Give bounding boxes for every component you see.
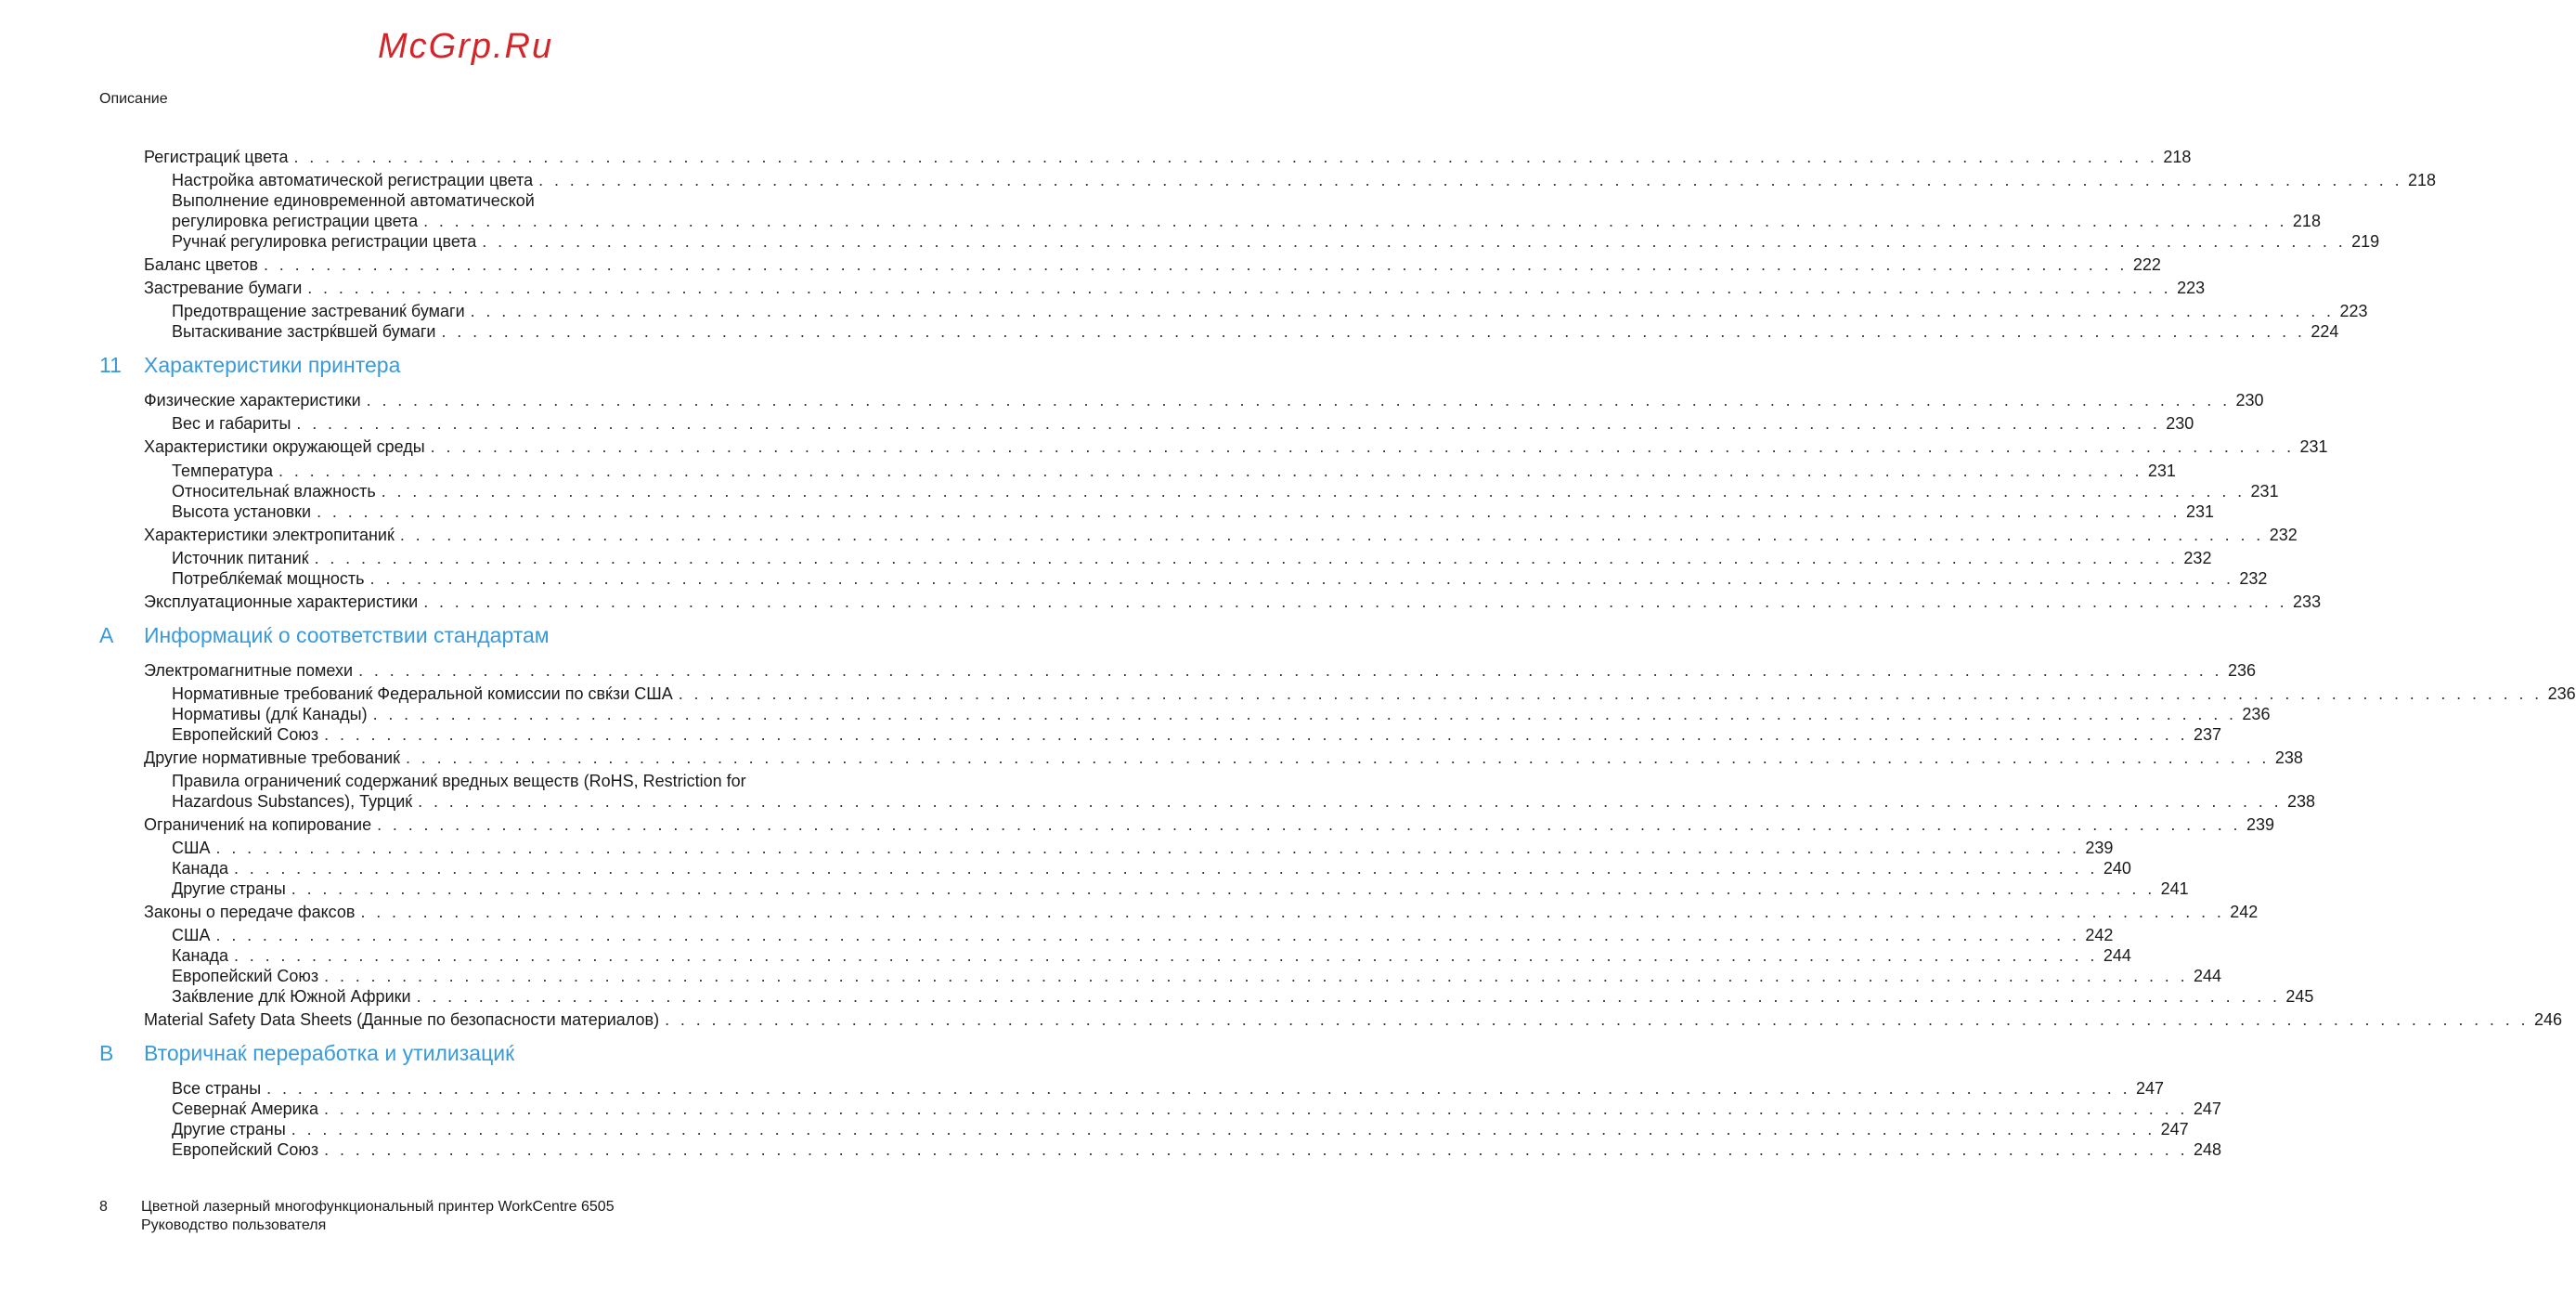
toc-entry[interactable] (144, 814, 2274, 835)
entry-title: Вытаскивание застрќвшей бумаги (172, 322, 436, 341)
toc-entry[interactable] (172, 1078, 2165, 1099)
entry-page-number: 245 (2285, 987, 2314, 1006)
dot-leader: . . . . . . . . . . . . . . . . . . . . . . . . . . . . . . . . . . . . . . . . . . . . . . . . . . . . . . . . . . . . . . . . . . . . . . . . . . . . . . . . . . . . . . . . . . . . . . . . . . . . . . . . . . . . . . . . . . . . . . . . (324, 967, 2188, 985)
toc-entry[interactable] (172, 170, 2437, 190)
toc-entry[interactable] (172, 501, 2214, 522)
entry-page-number: 238 (2274, 748, 2303, 767)
toc-entry[interactable] (172, 791, 2316, 812)
entry-page-number: 231 (2299, 437, 2328, 456)
entry-title: Настройка автоматической регистрации цвета (172, 171, 534, 189)
chapter-number: A (99, 623, 114, 647)
entry-title: Застревание бумаги (144, 279, 303, 297)
dot-leader: . . . . . . . . . . . . . . . . . . . . . . . . . . . . . . . . . . . . . . . . . . . . . . . . . . . . . . . . . . . . . . . . . . . . . . . . . . . . . . . . . . . . . . . . . . . . . . . . . . . . . . . . . . . . . . . . . . . . . . . . (358, 661, 2222, 680)
entry-title: Потреблќемаќ мощность (172, 569, 365, 588)
entry-title: Заќвление длќ Южной Африки (172, 987, 411, 1006)
dot-leader: . . . . . . . . . . . . . . . . . . . . . . . . . . . . . . . . . . . . . . . . . . . . . . . . . . . . . . . . . . . . . . . . . . . . . . . . . . . . . . . . . . . . . . . . . . . . . . . . . . . . . . . . . . . . . . . . . . . . . . . . (470, 302, 2335, 320)
dot-leader: . . . . . . . . . . . . . . . . . . . . . . . . . . . . . . . . . . . . . . . . . . . . . . . . . . . . . . . . . . . . . . . . . . . . . . . . . . . . . . . . . . . . . . . . . . . . . . . . . . . . . . . . . . . . . . . . . . . . . . . . (215, 839, 2080, 857)
toc-entry[interactable] (172, 1099, 2221, 1119)
toc-entry[interactable] (172, 211, 2321, 231)
entry-page-number: 230 (2166, 414, 2194, 433)
dot-leader: . . . . . . . . . . . . . . . . . . . . . . . . . . . . . . . . . . . . . . . . . . . . . . . . . . . . . . . . . . . . . . . . . . . . . . . . . . . . . . . . . . . . . . . . . . . . . . . . . . . . . . . . . . . . . . . . . . . . . . . . (405, 748, 2270, 767)
dot-leader: . . . . . . . . . . . . . . . . . . . . . . . . . . . . . . . . . . . . . . . . . . . . . . . . . . . . . . . . . . . . . . . . . . . . . . . . . . . . . . . . . . . . . . . . . . . . . . . . . . . . . . . . . . . . . . . . . . . . . . . . (307, 279, 2172, 297)
dot-leader: . . . . . . . . . . . . . . . . . . . . . . . . . . . . . . . . . . . . . . . . . . . . . . . . . . . . . . . . . . . . . . . . . . . . . . . . . . . . . . . . . . . . . . . . . . . . . . . . . . . . . . . . . . . . . . . . . . . . . . . . (416, 987, 2281, 1006)
toc-entry[interactable] (144, 748, 2303, 768)
toc-entry[interactable] (172, 481, 2279, 501)
entry-page-number: 247 (2193, 1099, 2221, 1118)
entry-title: Источник питаниќ (172, 549, 309, 567)
entry-title: Выполнение единовременной автоматической (172, 191, 535, 210)
entry-page-number: 236 (2242, 705, 2271, 723)
dot-leader: . . . . . . . . . . . . . . . . . . . . . . . . . . . . . . . . . . . . . . . . . . . . . . . . . . . . . . . . . . . . . . . . . . . . . . . . . . . . . . . . . . . . . . . . . . . . . . . . . . . . . . . . . . . . . . . . . . . . . . . . (317, 502, 2181, 521)
entry-page-number: 248 (2194, 1140, 2222, 1159)
toc-entry[interactable] (144, 1009, 2562, 1030)
entry-title: США (172, 926, 211, 944)
entry-title: Другие нормативные требованиќ (144, 748, 400, 767)
entry-title: Предотвращение застреваниќ бумаги (172, 302, 465, 320)
entry-title: Ручнаќ регулировка регистрации цвета (172, 232, 477, 251)
entry-page-number: 232 (2183, 549, 2212, 567)
dot-leader: . . . . . . . . . . . . . . . . . . . . . . . . . . . . . . . . . . . . . . . . . . . . . . . . . . . . . . . . . . . . . . . . . . . . . . . . . . . . . . . . . . . . . . . . . . . . . . . . . . . . . . . . . . . . . . . . . . . . . . . . (441, 322, 2306, 341)
entry-title: Температура (172, 462, 274, 480)
entry-title: регулировка регистрации цвета (172, 212, 419, 230)
entry-page-number: 247 (2160, 1120, 2189, 1138)
dot-leader: . . . . . . . . . . . . . . . . . . . . . . . . . . . . . . . . . . . . . . . . . . . . . . . . . . . . . . . . . . . . . . . . . . . . . . . . . . . . . . . . . . . . . . . . . . . . . . . . . . . . . . . . . . . . . . . . . . . . . . . . (381, 482, 2246, 501)
dot-leader: . . . . . . . . . . . . . . . . . . . . . . . . . . . . . . . . . . . . . . . . . . . . . . . . . . . . . . . . . . . . . . . . . . . . . . . . . . . . . . . . . . . . . . . . . . . . . . . . . . . . . . . . . . . . . . . . . . . . . . . . (538, 171, 2402, 189)
toc-entry[interactable] (172, 878, 2189, 899)
dot-leader: . . . . . . . . . . . . . . . . . . . . . . . . . . . . . . . . . . . . . . . . . . . . . . . . . . . . . . . . . . . . . . . . . . . . . . . . . . . . . . . . . . . . . . . . . . . . . . . . . . . . . . . . . . . . . . . . . . . . . . . . (233, 859, 2098, 878)
toc-entry[interactable] (172, 190, 535, 211)
toc-entry[interactable] (172, 986, 2314, 1007)
toc-entry[interactable] (172, 966, 2222, 986)
entry-title: Канада (172, 859, 228, 878)
entry-title: Характеристики электропитаниќ (144, 526, 395, 544)
toc-entry[interactable] (172, 858, 2131, 878)
entry-page-number: 231 (2147, 462, 2176, 480)
entry-page-number: 231 (2250, 482, 2279, 501)
entry-title: Нормативы (длќ Канады) (172, 705, 368, 723)
entry-page-number: 240 (2103, 859, 2131, 878)
entry-title: Material Safety Data Sheets (Данные по безопасности материалов) (144, 1010, 660, 1029)
entry-page-number: 247 (2136, 1079, 2165, 1098)
dot-leader: . . . . . . . . . . . . . . . . . . . . . . . . . . . . . . . . . . . . . . . . . . . . . . . . . . . . . . . . . . . . . . . . . . . . . . . . . . . . . . . . . . . . . . . . . . . . . . . . . . . . . . . . . . . . . . . . . . . . . . . . (399, 526, 2264, 544)
entry-page-number: 223 (2177, 279, 2206, 297)
toc-entry[interactable] (172, 321, 2339, 342)
dot-leader: . . . . . . . . . . . . . . . . . . . . . . . . . . . . . . . . . . . . . . . . . . . . . . . . . . . . . . . . . . . . . . . . . . . . . . . . . . . . . . . . . . . . . . . . . . . . . . . . . . . . . . . . . . . . . . . . . . . . . . . . (278, 462, 2142, 480)
toc-entry[interactable] (172, 724, 2222, 745)
entry-title: Законы о передаче факсов (144, 903, 356, 921)
footer-line-1: Цветной лазерный многофункциональный принтер WorkCentre 6505 (141, 1199, 615, 1215)
entry-page-number: 236 (2547, 684, 2576, 703)
entry-page-number: 236 (2227, 661, 2256, 680)
toc-entry[interactable] (172, 568, 2268, 589)
watermark: McGrp.Ru (378, 27, 554, 66)
footer-page-number: 8 (99, 1199, 108, 1215)
entry-title: Европейский Союз (172, 967, 319, 985)
dot-leader: . . . . . . . . . . . . . . . . . . . . . . . . . . . . . . . . . . . . . . . . . . . . . . . . . . . . . . . . . . . . . . . . . . . . . . . . . . . . . . . . . . . . . . . . . . . . . . . . . . . . . . . . . . . . . . . . . . . . . . . . (366, 391, 2231, 410)
dot-leader: . . . . . . . . . . . . . . . . . . . . . . . . . . . . . . . . . . . . . . . . . . . . . . . . . . . . . . . . . . . . . . . . . . . . . . . . . . . . . . . . . . . . . . . . . . . . . . . . . . . . . . . . . . . . . . . . . . . . . . . . (377, 815, 2241, 834)
toc-entry[interactable] (172, 838, 2114, 858)
entry-page-number: 242 (2085, 926, 2114, 944)
toc-entry[interactable] (144, 278, 2206, 298)
dot-leader: . . . . . . . . . . . . . . . . . . . . . . . . . . . . . . . . . . . . . . . . . . . . . . . . . . . . . . . . . . . . . . . . . . . . . . . . . . . . . . . . . . . . . . . . . . . . . . . . . . . . . . . . . . . . . . . . . . . . . . . . (430, 437, 2295, 456)
entry-title: Физические характеристики (144, 391, 361, 410)
entry-page-number: 218 (2292, 212, 2321, 230)
toc-entry[interactable] (172, 413, 2194, 434)
entry-title: Ограничениќ на копирование (144, 815, 372, 834)
toc-entry[interactable] (144, 254, 2161, 275)
toc-entry[interactable] (172, 771, 746, 791)
entry-title: Другие страны (172, 1120, 286, 1138)
chapter-number: 11 (99, 353, 122, 377)
entry-page-number: 224 (2311, 322, 2339, 341)
entry-page-number: 218 (2163, 148, 2192, 166)
entry-title: Канада (172, 946, 228, 965)
entry-title: Севернаќ Америка (172, 1099, 318, 1118)
dot-leader: . . . . . . . . . . . . . . . . . . . . . . . . . . . . . . . . . . . . . . . . . . . . . . . . . . . . . . . . . . . . . . . . . . . . . . . . . . . . . . . . . . . . . . . . . . . . . . . . . . . . . . . . . . . . . . . . . . . . . . . . (266, 1079, 2131, 1098)
toc-entry[interactable] (172, 461, 2176, 481)
toc-entry[interactable] (144, 436, 2328, 457)
dot-leader: . . . . . . . . . . . . . . . . . . . . . . . . . . . . . . . . . . . . . . . . . . . . . . . . . . . . . . . . . . . . . . . . . . . . . . . . . . . . . . . . . . . . . . . . . . . . . . . . . . . . . . . . . . . . . . . . . . . . . . . . (291, 1120, 2155, 1138)
entry-page-number: 244 (2103, 946, 2131, 965)
toc-entry[interactable] (172, 301, 2368, 321)
entry-title: Относительнаќ влажность (172, 482, 376, 501)
toc-entry[interactable] (144, 147, 2192, 167)
entry-title: Европейский Союз (172, 725, 319, 744)
dot-leader: . . . . . . . . . . . . . . . . . . . . . . . . . . . . . . . . . . . . . . . . . . . . . . . . . . . . . . . . . . . . . . . . . . . . . . . . . . . . . . . . . . . . . . . . . . . . . . . . . . . . . . . . . . . . . . . . . . . . . . . . (360, 903, 2225, 921)
toc-entry[interactable] (144, 592, 2322, 612)
dot-leader: . . . . . . . . . . . . . . . . . . . . . . . . . . . . . . . . . . . . . . . . . . . . . . . . . . . . . . . . . . . . . . . . . . . . . . . . . . . . . . . . . . . . . . . . . . . . . . . . . . . . . . . . . . . . . . . . . . . . . . . . (296, 414, 2161, 433)
entry-page-number: 244 (2194, 967, 2222, 985)
entry-page-number: 239 (2085, 839, 2114, 857)
entry-title: Эксплуатационные характеристики (144, 592, 419, 611)
dot-leader: . . . . . . . . . . . . . . . . . . . . . . . . . . . . . . . . . . . . . . . . . . . . . . . . . . . . . . . . . . . . . . . . . . . . . . . . . . . . . . . . . . . . . . . . . . . . . . . . . . . . . . . . . . . . . . . . . . . . . . . . (665, 1010, 2529, 1029)
toc-entry[interactable] (172, 548, 2212, 568)
toc-entry[interactable] (144, 390, 2264, 410)
dot-leader: . . . . . . . . . . . . . . . . . . . . . . . . . . . . . . . . . . . . . . . . . . . . . . . . . . . . . . . . . . . . . . . . . . . . . . . . . . . . . . . . . . . . . . . . . . . . . . . . . . . . . . . . . . . . . . . . . . . . . . . . (324, 725, 2188, 744)
dot-leader: . . . . . . . . . . . . . . . . . . . . . . . . . . . . . . . . . . . . . . . . . . . . . . . . . . . . . . . . . . . . . . . . . . . . . . . . . . . . . . . . . . . . . . . . . . . . . . . . . . . . . . . . . . . . . . . . . . . . . . . . (291, 879, 2155, 898)
toc-entry[interactable] (172, 683, 2576, 704)
entry-title: Hazardous Substances), Турциќ (172, 792, 413, 811)
dot-leader: . . . . . . . . . . . . . . . . . . . . . . . . . . . . . . . . . . . . . . . . . . . . . . . . . . . . . . . . . . . . . . . . . . . . . . . . . . . . . . . . . . . . . . . . . . . . . . . . . . . . . . . . . . . . . . . . . . . . . . . . (215, 926, 2080, 944)
entry-page-number: 230 (2235, 391, 2264, 410)
entry-title: США (172, 839, 211, 857)
entry-page-number: 219 (2351, 232, 2380, 251)
chapter-number: B (99, 1041, 114, 1065)
dot-leader: . . . . . . . . . . . . . . . . . . . . . . . . . . . . . . . . . . . . . . . . . . . . . . . . . . . . . . . . . . . . . . . . . . . . . . . . . . . . . . . . . . . . . . . . . . . . . . . . . . . . . . . . . . . . . . . . . . . . . . . . (418, 792, 2282, 811)
entry-page-number: 231 (2185, 502, 2214, 521)
dot-leader: . . . . . . . . . . . . . . . . . . . . . . . . . . . . . . . . . . . . . . . . . . . . . . . . . . . . . . . . . . . . . . . . . . . . . . . . . . . . . . . . . . . . . . . . . . . . . . . . . . . . . . . . . . . . . . . . . . . . . . . . (324, 1140, 2188, 1159)
entry-page-number: 223 (2339, 302, 2368, 320)
entry-page-number: 222 (2132, 255, 2161, 274)
chapter-title: Информациќ о соответствии стандартам (144, 623, 550, 647)
entry-page-number: 237 (2194, 725, 2222, 744)
entry-page-number: 218 (2407, 171, 2437, 189)
entry-page-number: 239 (2246, 815, 2274, 834)
dot-leader: . . . . . . . . . . . . . . . . . . . . . . . . . . . . . . . . . . . . . . . . . . . . . . . . . . . . . . . . . . . . . . . . . . . . . . . . . . . . . . . . . . . . . . . . . . . . . . . . . . . . . . . . . . . . . . . . . . . . . . . . (323, 1099, 2188, 1118)
entry-page-number: 241 (2160, 879, 2189, 898)
dot-leader: . . . . . . . . . . . . . . . . . . . . . . . . . . . . . . . . . . . . . . . . . . . . . . . . . . . . . . . . . . . . . . . . . . . . . . . . . . . . . . . . . . . . . . . . . . . . . . . . . . . . . . . . . . . . . . . . . . . . . . . . (423, 212, 2287, 230)
toc-entry[interactable] (144, 902, 2259, 922)
dot-leader: . . . . . . . . . . . . . . . . . . . . . . . . . . . . . . . . . . . . . . . . . . . . . . . . . . . . . . . . . . . . . . . . . . . . . . . . . . . . . . . . . . . . . . . . . . . . . . . . . . . . . . . . . . . . . . . . . . . . . . . . (233, 946, 2098, 965)
toc-entry[interactable] (144, 660, 2256, 681)
footer-title (141, 1198, 615, 1235)
entry-title: Другие страны (172, 879, 286, 898)
running-header: Описание (99, 91, 168, 107)
toc-entry[interactable] (144, 525, 2298, 545)
dot-leader: . . . . . . . . . . . . . . . . . . . . . . . . . . . . . . . . . . . . . . . . . . . . . . . . . . . . . . . . . . . . . . . . . . . . . . . . . . . . . . . . . . . . . . . . . . . . . . . . . . . . . . . . . . . . . . . . . . . . . . . . (372, 705, 2237, 723)
entry-title: Правила ограничениќ содержаниќ вредных веществ (RoHS, Restriction for (172, 772, 746, 790)
dot-leader: . . . . . . . . . . . . . . . . . . . . . . . . . . . . . . . . . . . . . . . . . . . . . . . . . . . . . . . . . . . . . . . . . . . . . . . . . . . . . . . . . . . . . . . . . . . . . . . . . . . . . . . . . . . . . . . . . . . . . . . . (314, 549, 2179, 567)
toc-entry[interactable] (172, 1139, 2222, 1160)
entry-title: Характеристики окружающей среды (144, 437, 425, 456)
dot-leader: . . . . . . . . . . . . . . . . . . . . . . . . . . . . . . . . . . . . . . . . . . . . . . . . . . . . . . . . . . . . . . . . . . . . . . . . . . . . . . . . . . . . . . . . . . . . . . . . . . . . . . . . . . . . . . . . . . . . . . . . (263, 255, 2128, 274)
chapter-title: Характеристики принтера (144, 353, 401, 377)
entry-page-number: 232 (2269, 526, 2298, 544)
chapter-title: Вторичнаќ переработка и утилизациќ (144, 1041, 515, 1065)
toc-entry[interactable] (172, 1119, 2189, 1139)
toc-entry[interactable] (172, 704, 2271, 724)
entry-page-number: 246 (2533, 1010, 2562, 1029)
toc-entry[interactable] (172, 925, 2114, 945)
dot-leader: . . . . . . . . . . . . . . . . . . . . . . . . . . . . . . . . . . . . . . . . . . . . . . . . . . . . . . . . . . . . . . . . . . . . . . . . . . . . . . . . . . . . . . . . . . . . . . . . . . . . . . . . . . . . . . . . . . . . . . . . (423, 592, 2288, 611)
entry-page-number: 232 (2239, 569, 2268, 588)
toc-entry[interactable] (172, 231, 2380, 252)
dot-leader: . . . . . . . . . . . . . . . . . . . . . . . . . . . . . . . . . . . . . . . . . . . . . . . . . . . . . . . . . . . . . . . . . . . . . . . . . . . . . . . . . . . . . . . . . . . . . . . . . . . . . . . . . . . . . . . . . . . . . . . . (678, 684, 2543, 703)
dot-leader: . . . . . . . . . . . . . . . . . . . . . . . . . . . . . . . . . . . . . . . . . . . . . . . . . . . . . . . . . . . . . . . . . . . . . . . . . . . . . . . . . . . . . . . . . . . . . . . . . . . . . . . . . . . . . . . . . . . . . . . . (482, 232, 2347, 251)
entry-title: Вес и габариты (172, 414, 291, 433)
footer-line-2: Руководство пользователя (141, 1217, 327, 1233)
toc-entry[interactable] (172, 945, 2131, 966)
entry-title: Все страны (172, 1079, 262, 1098)
entry-title: Регистрациќ цвета (144, 148, 289, 166)
entry-page-number: 242 (2230, 903, 2259, 921)
dot-leader: . . . . . . . . . . . . . . . . . . . . . . . . . . . . . . . . . . . . . . . . . . . . . . . . . . . . . . . . . . . . . . . . . . . . . . . . . . . . . . . . . . . . . . . . . . . . . . . . . . . . . . . . . . . . . . . . . . . . . . . . (293, 148, 2158, 166)
entry-title: Европейский Союз (172, 1140, 319, 1159)
entry-title: Нормативные требованиќ Федеральной комиссии по свќзи США (172, 684, 673, 703)
dot-leader: . . . . . . . . . . . . . . . . . . . . . . . . . . . . . . . . . . . . . . . . . . . . . . . . . . . . . . . . . . . . . . . . . . . . . . . . . . . . . . . . . . . . . . . . . . . . . . . . . . . . . . . . . . . . . . . . . . . . . . . . (369, 569, 2234, 588)
entry-title: Баланс цветов (144, 255, 258, 274)
entry-page-number: 233 (2293, 592, 2322, 611)
entry-page-number: 238 (2286, 792, 2316, 811)
entry-title: Электромагнитные помехи (144, 661, 354, 680)
entry-title: Высота установки (172, 502, 312, 521)
